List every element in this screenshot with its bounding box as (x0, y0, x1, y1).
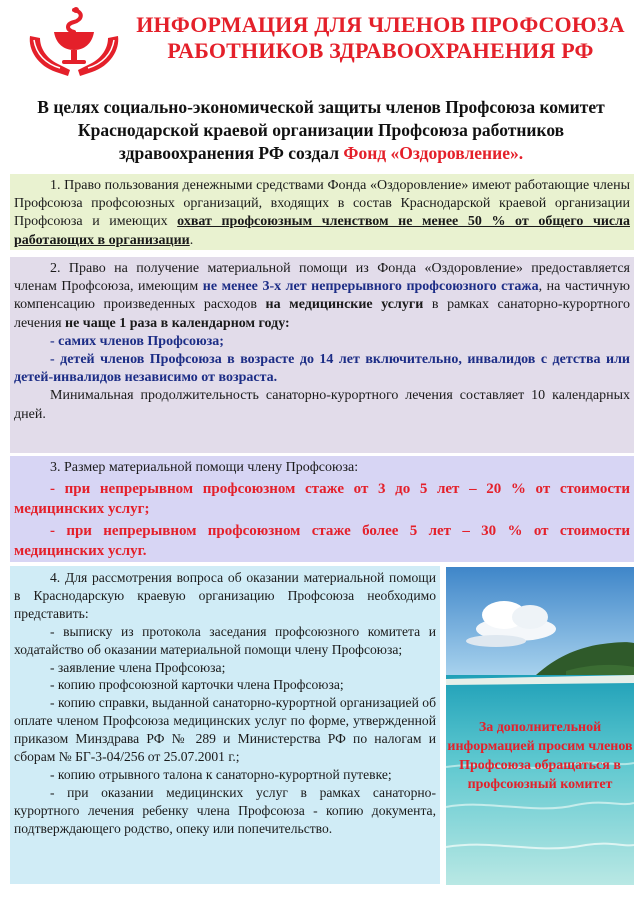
intro-text (12, 96, 630, 165)
section-4-item: - выписку из протокола заседания профсоюзного комитета и ходатайство об оказании материальной помощи члену Профсоюза; (14, 623, 436, 657)
section-4-item: - при оказании медицинских услуг в рамках санаторно-курортного лечения ребенку члена Профсоюза - копию документа, подтверждающего родство, опеку или попечительство. (14, 784, 436, 836)
section-1-body: 1. Право пользования денежными средствами Фонда «Оздоровление» имеют работающие члены Профсоюза профсоюзных организаций, входящих в состав Краснодарской краевой организации Профсоюза и имеющих (14, 178, 630, 230)
section-2-p1 (14, 260, 630, 333)
title-line-2: РАБОТНИКОВ ЗДРАВООХРАНЕНИЯ РФ (167, 38, 594, 63)
section-3-p1: 3. Размер материальной помощи члену Профсоюза: (50, 460, 359, 475)
section-1 (10, 174, 634, 250)
section-2-p1-f: не чаще 1 раза в календарном году: (65, 315, 290, 331)
section-4-item: - заявление члена Профсоюза; (50, 659, 226, 675)
section-3 (10, 456, 634, 562)
section-4-p1: 4. Для рассмотрения вопроса об оказании материальной помощи в Краснодарскую краевую организацию Профсоюза необходимо представить: (14, 570, 436, 621)
section-1-end: . (189, 232, 194, 248)
section-2-p1-b: не менее 3-х лет непрерывного профсоюзного стажа (202, 279, 539, 295)
medical-union-logo-icon (24, 6, 124, 80)
section-4-item: - копию отрывного талона к санаторно-курортной путевке; (50, 766, 392, 782)
section-3-item-2: - при непрерывном профсоюзном стаже более 5 лет – 30 % от стоимости медицинских услуг. (14, 523, 630, 560)
section-2-item-2: - детей членов Профсоюза в возрасте до 14 лет включительно, инвалидов с детства или детей-инвалидов независимо от возраста. (14, 352, 630, 386)
section-2-p1-d: на медицинские услуги (265, 297, 424, 313)
page-title (128, 12, 633, 64)
fund-name: Фонд «Оздоровление». (343, 143, 524, 163)
section-3-item-1: - при непрерывном профсоюзном стаже от 3 до 5 лет – 20 % от стоимости медицинских услуг; (14, 481, 630, 518)
section-2-p1-c: , на частичную компенсацию произведенных расходов (14, 279, 631, 313)
section-1-highlight: охват профсоюзным членством не менее 50 % от общего числа работающих в организации (14, 214, 630, 248)
section-2-p1-e: в рамках санаторно-курортного лечения (14, 297, 630, 331)
section-4-item: - копию справки, выданной санаторно-курортной организацией об оплате членом Профсоюза медицинских услуг по форме, утвержденной приказом Минздрава РФ № 289 и Министерства РФ по налогам и сборам № БГ-3-04/256 от 25.07.2001 г.; (14, 695, 436, 765)
section-4-item: - копию профсоюзной карточки члена Профсоюза; (50, 677, 344, 693)
header (0, 0, 643, 90)
title-line-1: ИНФОРМАЦИЯ ДЛЯ ЧЛЕНОВ ПРОФСОЮЗА (136, 12, 625, 37)
section-1-text (14, 177, 630, 250)
contact-note: За дополнительной информацией просим членов Профсоюза обращаться в профсоюзный комитет (447, 720, 633, 792)
section-2-p2: Минимальная продолжительность санаторно-курортного лечения составляет 10 календарных дней. (14, 388, 630, 422)
section-2-p1-a: 2. Право на получение материальной помощи из Фонда «Оздоровление» предоставляется членам Профсоюза, имеющим (14, 261, 630, 295)
section-4 (10, 566, 440, 884)
intro-body: В целях социально-экономической защиты членов Профсоюза комитет Краснодарской краевой организации Профсоюза работников здравоохранения РФ создал (37, 97, 605, 163)
section-2 (10, 257, 634, 453)
section-2-item-1: - самих членов Профсоюза; (50, 333, 224, 349)
